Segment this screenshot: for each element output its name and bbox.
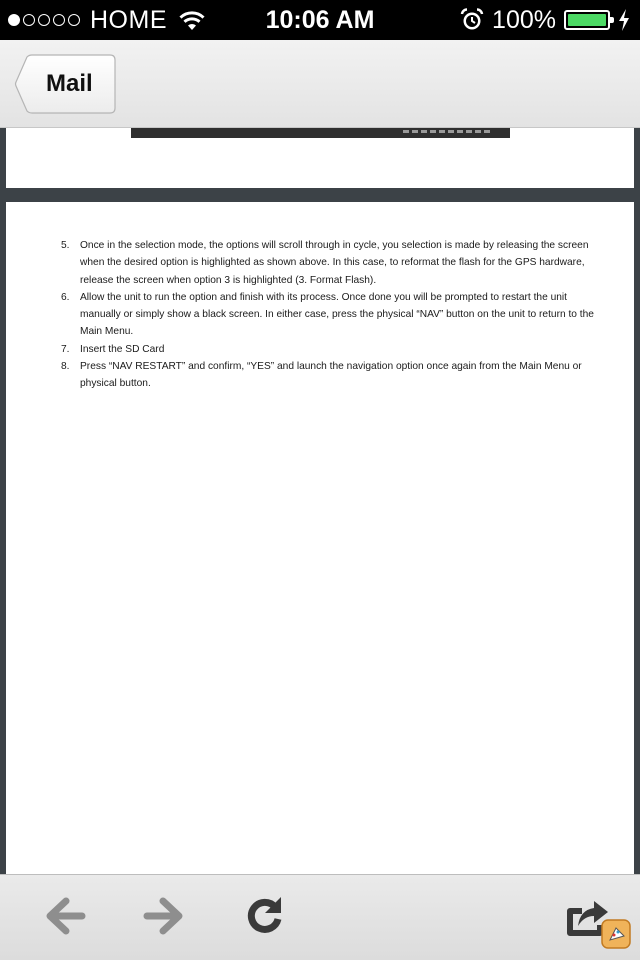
battery-icon [564, 10, 610, 30]
list-item-number: 8. [61, 361, 70, 373]
list-item-number: 6. [61, 291, 70, 303]
app-badge-icon [600, 918, 632, 950]
list-item-number: 7. [61, 343, 70, 355]
battery-percent: 100% [492, 5, 556, 34]
back-to-mail-button[interactable] [14, 54, 116, 114]
carrier-name: HOME [90, 5, 167, 34]
document-page-previous [6, 128, 634, 188]
status-bar [0, 0, 640, 40]
list-item-text: Insert the SD Card [80, 343, 165, 355]
document-page [6, 202, 634, 874]
list-item [56, 237, 596, 289]
clock: 10:06 AM [265, 6, 375, 34]
list-item-text: Press “NAV RESTART” and confirm, “YES” and launch the navigation option once again from the Main Menu or physical button. [80, 361, 582, 390]
battery-level [568, 14, 606, 26]
back-button[interactable] [42, 893, 88, 939]
bottom-toolbar [0, 874, 640, 960]
navigation-bar [0, 40, 640, 128]
back-button-label: Mail [46, 70, 93, 97]
forward-button[interactable] [141, 893, 187, 939]
battery-tip [610, 17, 614, 23]
charging-bolt-icon [618, 9, 630, 31]
list-item-number: 5. [61, 240, 70, 251]
status-bar-right [460, 0, 630, 40]
arrow-left-icon [42, 893, 88, 939]
arrow-right-icon [141, 893, 187, 939]
list-item-text: Allow the unit to run the option and finish with its process. Once done you will be prompted to restart the unit manually or simply show a black screen. In either case, press the physical “NAV” button on the unit to return to the Main Menu. [80, 291, 594, 338]
document-image [131, 128, 510, 138]
reload-icon [241, 893, 287, 939]
list-item [56, 358, 596, 393]
instruction-list [56, 237, 596, 393]
list-item-text: Once in the selection mode, the options will scroll through in cycle, you selection is made by releasing the screen when the desired option is highlighted as shown above. In this case, to reformat the flash for the GPS hardware, release the screen when option 3 is highlighted (3. Format Flash). [80, 240, 589, 286]
list-item [56, 341, 596, 358]
list-item [56, 289, 596, 341]
alarm-clock-icon [460, 8, 484, 32]
reload-button[interactable] [241, 893, 287, 939]
